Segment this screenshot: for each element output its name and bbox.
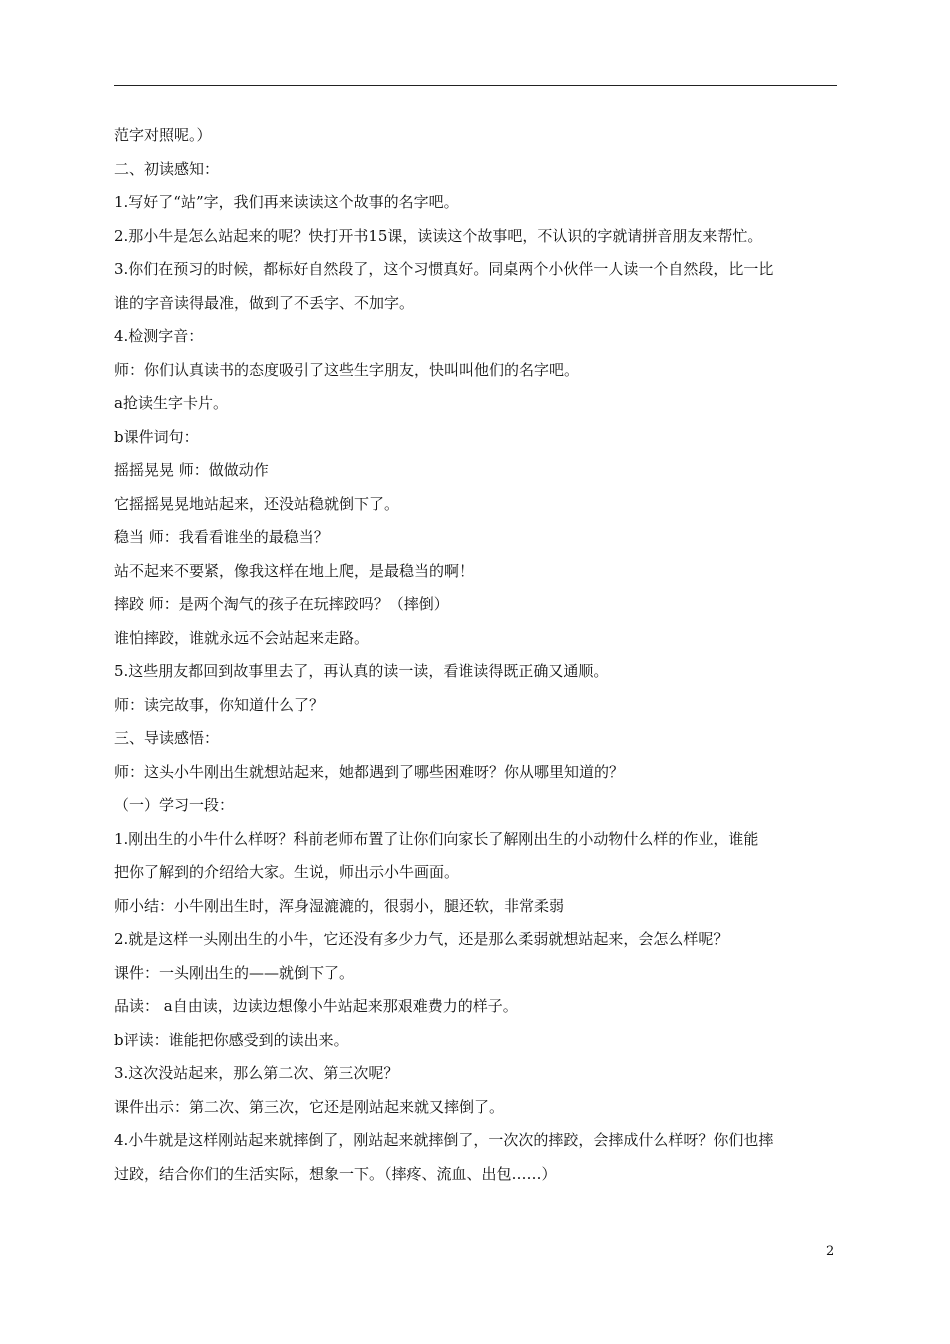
text-line: 站不起来不要紧，像我这样在地上爬，是最稳当的啊！ (114, 561, 475, 580)
section-heading: 三、导读感悟： (114, 729, 220, 747)
text-line: 课件出示：第二次、第三次，它还是刚站起来就又摔倒了。 (114, 1097, 505, 1116)
text-line: 品读： a自由读，边读边想像小牛站起来那艰难费力的样子。 (114, 997, 518, 1015)
text-line: 1.刚出生的小牛什么样呀？科前老师布置了让你们向家长了解刚出生的小动物什么样的作业，谁能 (114, 829, 759, 848)
text-line: 课件：一头刚出生的——就倒下了。 (114, 963, 355, 982)
text-line: 1.写好了“站”字，我们再来读读这个故事的名字吧。 (114, 193, 459, 211)
section-heading: 二、初读感知： (114, 159, 220, 178)
text-line: 3.你们在预习的时候，都标好自然段了，这个习惯真好。同桌两个小伙伴一人读一个自然段，比一比 (114, 260, 774, 278)
text-line: a抢读生字卡片。 (114, 394, 228, 412)
text-line: 把你了解到的介绍给大家。生说，师出示小牛画面。 (114, 863, 460, 881)
text-line: 它摇摇晃晃地站起来，还没站稳就倒下了。 (114, 494, 400, 513)
text-line: 4.检测字音： (114, 327, 204, 345)
text-line: 5.这些朋友都回到故事里去了，再认真的读一读，看谁读得既正确又通顺。 (114, 662, 609, 680)
text-line: 师：读完故事，你知道什么了？ (114, 695, 325, 714)
header-rule (114, 85, 837, 86)
text-line: b课件词句： (114, 427, 199, 446)
subsection-heading: （一）学习一段： (114, 796, 235, 814)
text-line: 师小结：小牛刚出生时，浑身湿漉漉的，很弱小，腿还软，非常柔弱 (114, 896, 565, 915)
text-line: 3.这次没站起来，那么第二次、第三次呢？ (114, 1064, 399, 1082)
text-line: 稳当 师：我看看谁坐的最稳当？ (114, 528, 329, 546)
text-line: 2.那小牛是怎么站起来的呢？快打开书15课，读读这个故事吧，不认识的字就请拼音朋友来帮忙。 (114, 226, 763, 245)
text-line: 师：这头小牛刚出生就想站起来，她都遇到了哪些困难呀？你从哪里知道的？ (114, 762, 625, 781)
page-number: 2 (826, 1244, 835, 1259)
text-line: 谁怕摔跤，谁就永远不会站起来走路。 (114, 628, 370, 647)
text-line: 范字对照呢。） (114, 126, 212, 144)
text-line: 摔跤 师：是两个淘气的孩子在玩摔跤吗？（摔倒） (114, 595, 449, 613)
text-line: 2.就是这样一头刚出生的小牛，它还没有多少力气，还是那么柔弱就想站起来，会怎么样呢？ (114, 930, 729, 948)
text-line: 摇摇晃晃 师：做做动作 (114, 461, 269, 479)
text-line: 过跤，结合你们的生活实际，想象一下。（摔疼、流血、出包……） (114, 1164, 557, 1183)
text-line: 4.小牛就是这样刚站起来就摔倒了，刚站起来就摔倒了，一次次的摔跤，会摔成什么样呀？你们也摔 (114, 1131, 774, 1149)
document-body (114, 119, 838, 1191)
text-line: b评读：谁能把你感受到的读出来。 (114, 1030, 349, 1049)
text-line: 师：你们认真读书的态度吸引了这些生字朋友，快叫叫他们的名字吧。 (114, 360, 580, 379)
text-line: 谁的字音读得最准，做到了不丢字、不加字。 (114, 293, 415, 312)
